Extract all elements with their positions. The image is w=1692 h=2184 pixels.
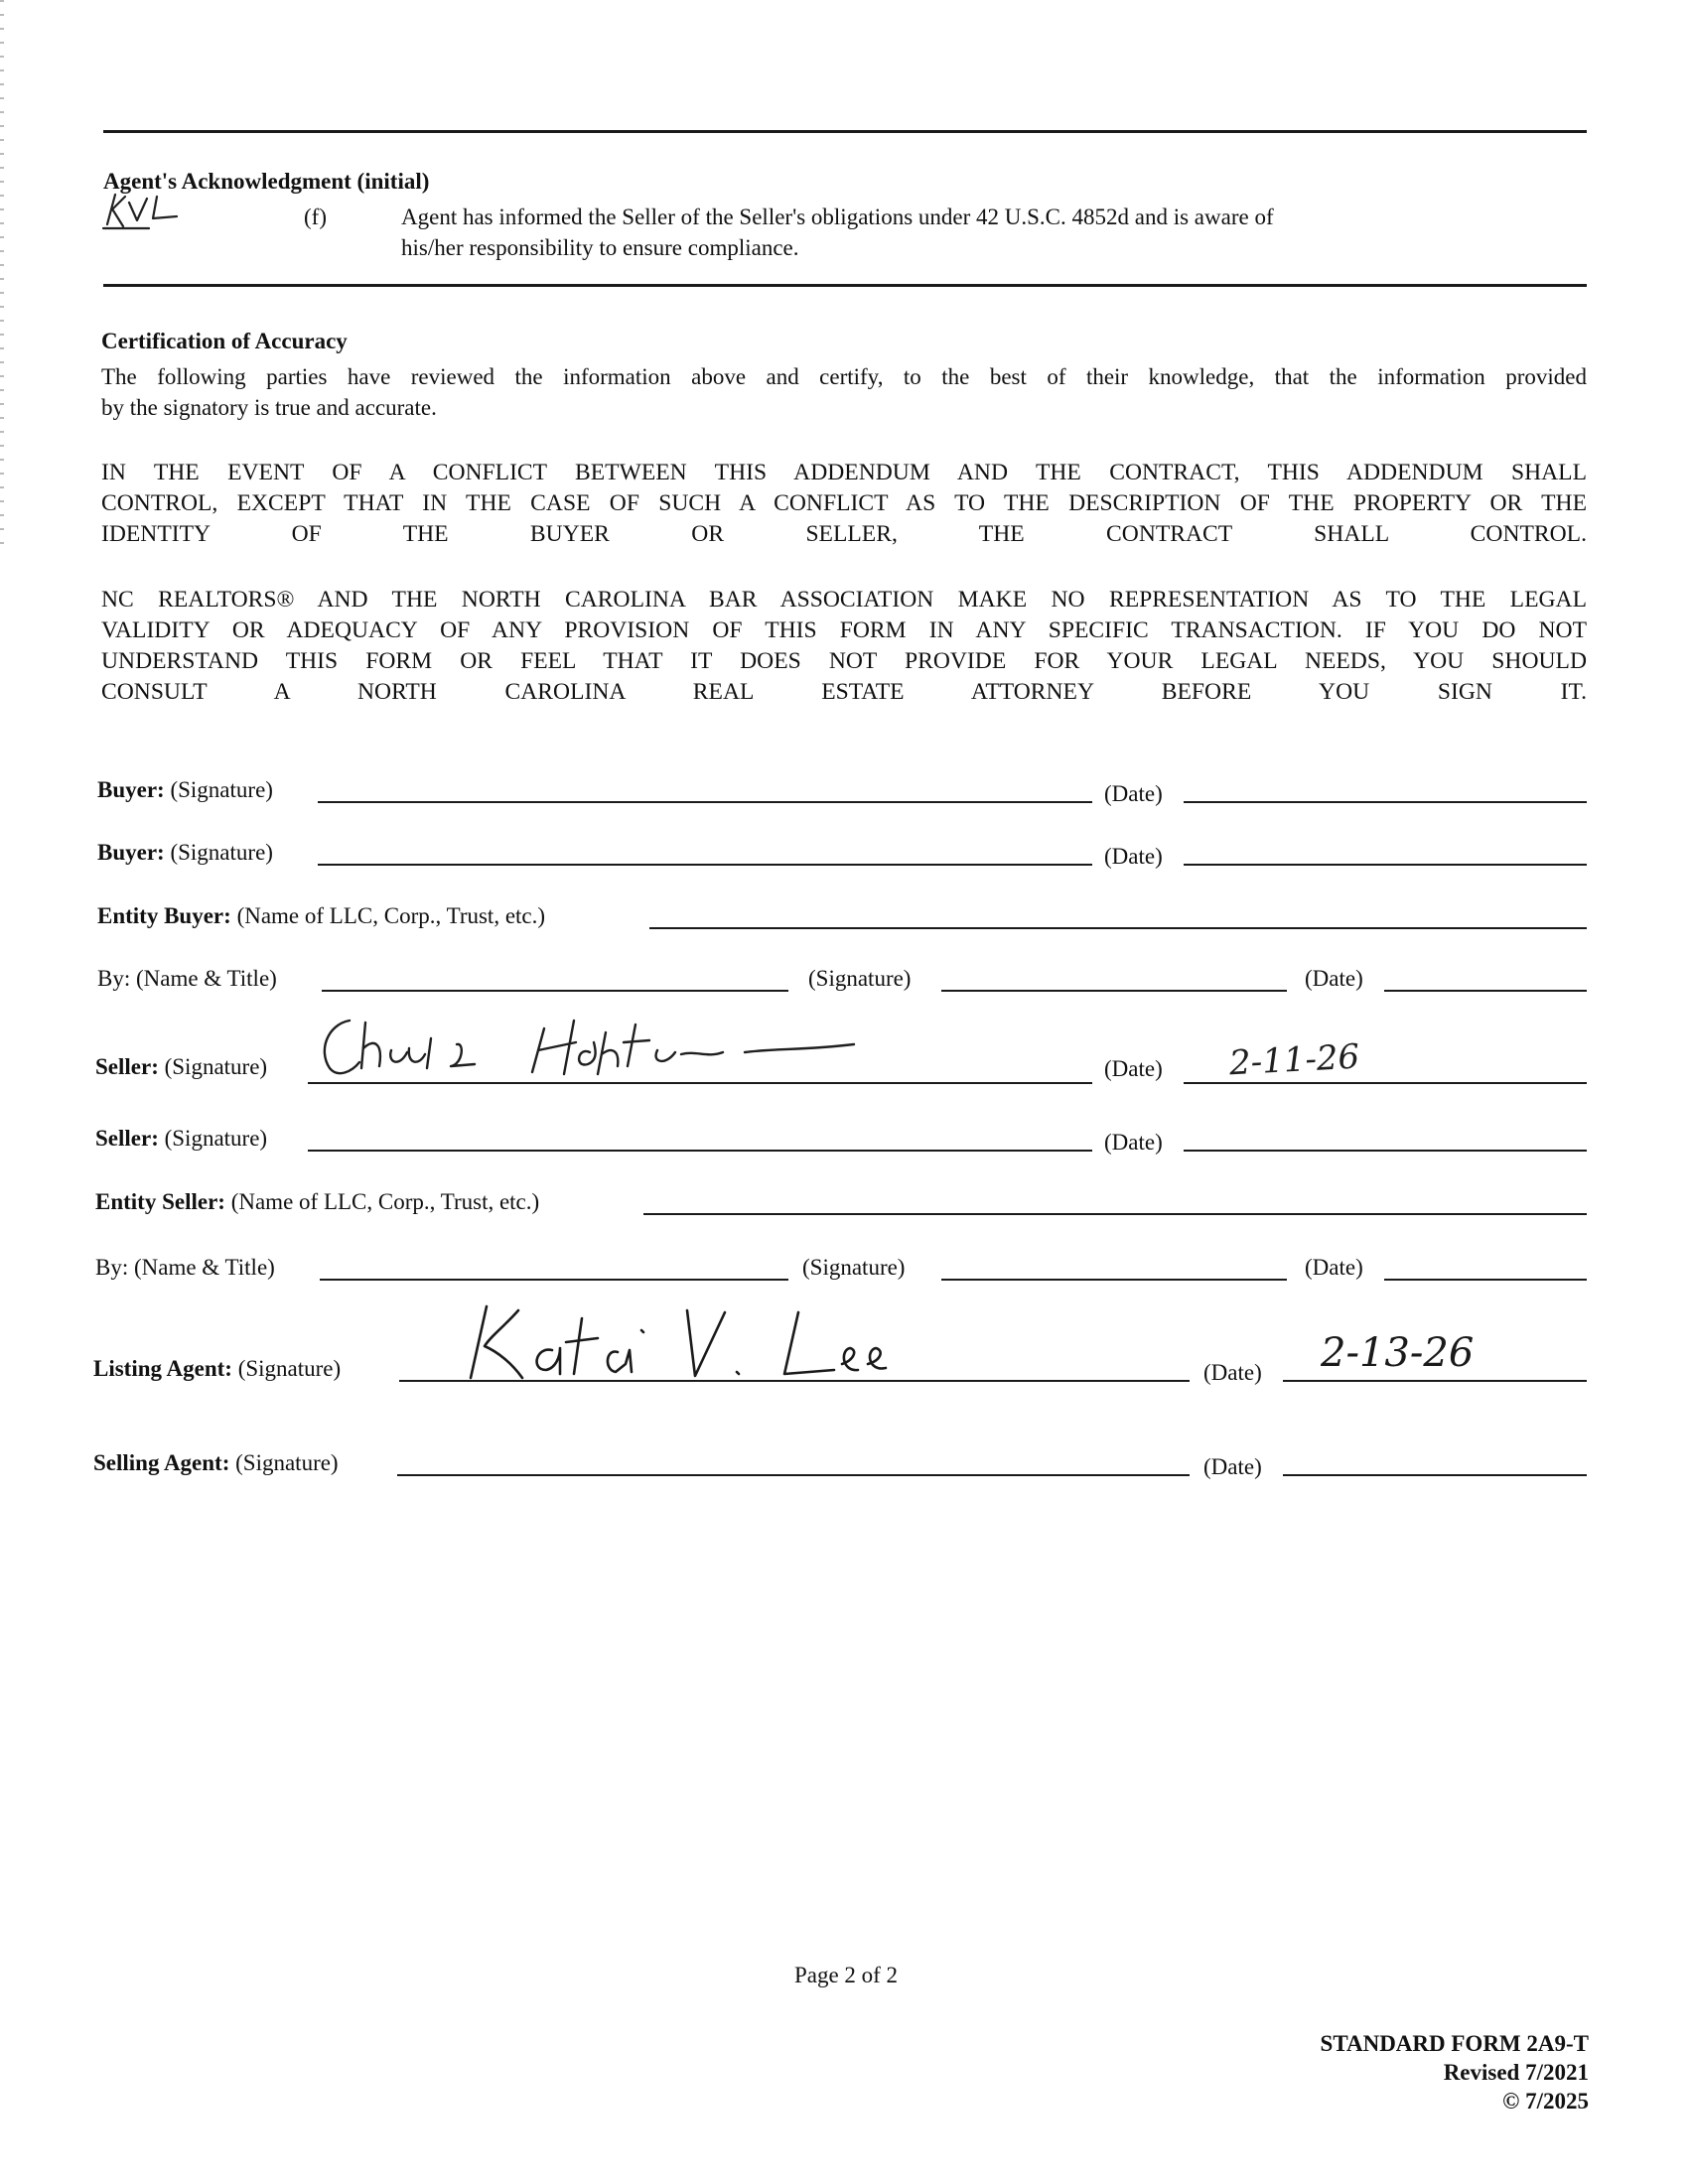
buyer1-signature-field[interactable] — [318, 801, 1092, 803]
date-label: (Date) — [1305, 1255, 1363, 1280]
buyer2-date-field[interactable] — [1184, 864, 1587, 866]
signature-label: (Signature) — [802, 1255, 906, 1280]
entity-buyer-row — [0, 895, 1692, 935]
disclaimer-line4: CONSULT A NORTH CAROLINA REAL ESTATE ATTORNEY BEFORE YOU SIGN IT. — [101, 679, 1587, 705]
selling-agent-signature-field[interactable] — [397, 1474, 1190, 1476]
listing-agent-label: Listing Agent: — [93, 1356, 232, 1381]
certification-line1: The following parties have reviewed the information above and certify, to the best of their knowledge, that the information provided — [101, 364, 1587, 389]
seller1-signature-image — [308, 1003, 864, 1088]
form-revised: Revised 7/2021 — [1443, 2060, 1589, 2085]
buyer1-date-field[interactable] — [1184, 801, 1587, 803]
page-number: Page 2 of 2 — [793, 1963, 899, 1987]
buyer2-signature-field[interactable] — [318, 864, 1092, 866]
seller-label: Seller: — [95, 1126, 159, 1151]
listing-agent-date-field[interactable] — [1283, 1380, 1587, 1382]
form-name: STANDARD FORM 2A9-T — [1320, 2031, 1589, 2056]
certification-line2: by the signatory is true and accurate. — [101, 395, 437, 420]
listing-agent-signature-image — [457, 1291, 923, 1390]
agent-ack-heading: Agent's Acknowledgment (initial) — [103, 169, 430, 194]
entity-name-label: (Name of LLC, Corp., Trust, etc.) — [230, 1189, 540, 1214]
disclaimer-line2: VALIDITY OR ADEQUACY OF ANY PROVISION OF THIS FORM IN ANY SPECIFIC TRANSACTION. IF YOU DO NOT — [101, 617, 1587, 643]
scan-margin-marks — [0, 0, 4, 556]
by-name-title-label: By: (Name & Title) — [95, 1255, 275, 1280]
disclaimer-line1: NC REALTORS® AND THE NORTH CAROLINA BAR ASSOCIATION MAKE NO REPRESENTATION AS TO THE LEGAL — [101, 587, 1587, 613]
date-label: (Date) — [1104, 781, 1163, 806]
seller1-signature-handwriting — [308, 1003, 864, 1088]
date-label: (Date) — [1203, 1454, 1262, 1479]
signature-label: (Signature) — [164, 1054, 268, 1079]
agent-ack-item-label: (f) — [304, 205, 327, 229]
seller2-date-field[interactable] — [1184, 1150, 1587, 1152]
entity-buyer-by-row — [0, 958, 1692, 998]
initials-handwriting — [101, 187, 211, 236]
date-label: (Date) — [1305, 966, 1363, 991]
signature-label: (Signature) — [808, 966, 912, 991]
entity-seller-name-field[interactable] — [643, 1213, 1587, 1215]
date-label: (Date) — [1104, 1130, 1163, 1155]
agent-initials — [101, 187, 211, 236]
buyer2-signature-row — [0, 832, 1692, 872]
entity-buyer-by-date-field[interactable] — [1384, 990, 1587, 992]
entity-buyer-label: Entity Buyer: — [97, 903, 231, 928]
signature-label: (Signature) — [164, 1126, 268, 1151]
signature-label: (Signature) — [170, 840, 273, 865]
date-label: (Date) — [1104, 844, 1163, 869]
form-copyright: © 7/2025 — [1502, 2089, 1589, 2114]
buyer-label: Buyer: — [97, 777, 165, 802]
listing-agent-signature-handwriting — [457, 1291, 923, 1390]
disclaimer-line3: UNDERSTAND THIS FORM OR FEEL THAT IT DOES NOT PROVIDE FOR YOUR LEGAL NEEDS, YOU SHOULD — [101, 648, 1587, 674]
buyer1-signature-row — [0, 769, 1692, 809]
listing-agent-date-handwritten: 2-13-26 — [1321, 1330, 1475, 1376]
agent-ack-text-line1: Agent has informed the Seller of the Seller's obligations under 42 U.S.C. 4852d and is aware of — [401, 205, 1274, 229]
signature-label: (Signature) — [235, 1450, 339, 1475]
buyer-label: Buyer: — [97, 840, 165, 865]
entity-seller-by-date-field[interactable] — [1384, 1279, 1587, 1281]
seller2-signature-field[interactable] — [308, 1150, 1092, 1152]
selling-agent-label: Selling Agent: — [93, 1450, 230, 1475]
seller-label: Seller: — [95, 1054, 159, 1079]
agent-ack-text-line2: his/her responsibility to ensure compliance. — [401, 235, 799, 260]
date-label: (Date) — [1104, 1056, 1163, 1081]
seller2-signature-row — [0, 1118, 1692, 1158]
conflict-clause-line3: IDENTITY OF THE BUYER OR SELLER, THE CONTRACT SHALL CONTROL. — [101, 521, 1587, 547]
entity-seller-row — [0, 1181, 1692, 1221]
seller1-date-handwritten: 2-11-26 — [1228, 1036, 1361, 1084]
conflict-clause-line2: CONTROL, EXCEPT THAT IN THE CASE OF SUCH A CONFLICT AS TO THE DESCRIPTION OF THE PROPERTY OR THE — [101, 490, 1587, 516]
by-name-title-label: By: (Name & Title) — [97, 966, 277, 991]
entity-buyer-by-signature-field[interactable] — [941, 990, 1287, 992]
section-divider — [103, 284, 1587, 287]
top-divider — [103, 130, 1587, 133]
entity-seller-by-row — [0, 1247, 1692, 1287]
entity-seller-label: Entity Seller: — [95, 1189, 225, 1214]
selling-agent-row — [0, 1442, 1692, 1482]
entity-name-label: (Name of LLC, Corp., Trust, etc.) — [236, 903, 546, 928]
selling-agent-date-field[interactable] — [1283, 1474, 1587, 1476]
entity-buyer-name-field[interactable] — [649, 927, 1587, 929]
conflict-clause-line1: IN THE EVENT OF A CONFLICT BETWEEN THIS ADDENDUM AND THE CONTRACT, THIS ADDENDUM SHALL — [101, 460, 1587, 485]
signature-label: (Signature) — [237, 1356, 342, 1381]
signature-label: (Signature) — [170, 777, 273, 802]
entity-seller-by-signature-field[interactable] — [941, 1279, 1287, 1281]
certification-heading: Certification of Accuracy — [101, 329, 348, 353]
form-id-block — [1321, 2029, 1589, 2116]
date-label: (Date) — [1203, 1360, 1262, 1385]
entity-buyer-by-name-field[interactable] — [322, 990, 788, 992]
entity-seller-by-name-field[interactable] — [320, 1279, 788, 1281]
